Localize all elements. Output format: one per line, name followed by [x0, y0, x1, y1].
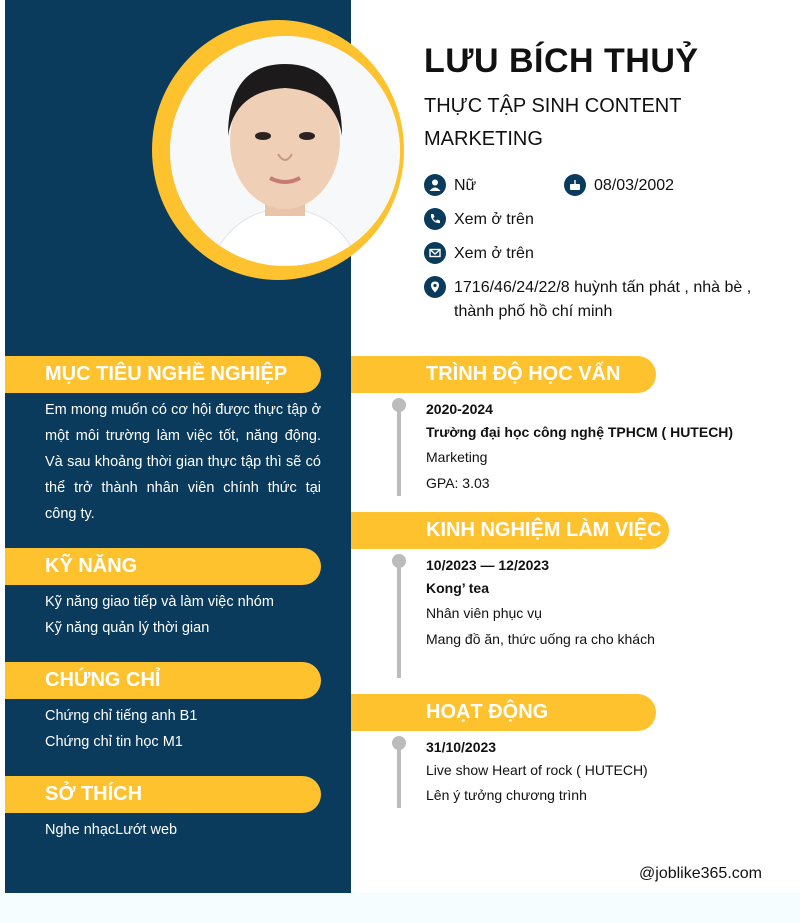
activities-timeline — [397, 742, 401, 808]
certificate-item: Chứng chỉ tiếng anh B1 — [45, 708, 198, 724]
person-icon — [424, 174, 446, 196]
hobbies-heading: SỞ THÍCH — [5, 776, 321, 813]
candidate-name: LƯU BÍCH THUỶ — [424, 42, 699, 80]
objective-heading: MỤC TIÊU NGHỀ NGHIỆP — [5, 356, 321, 393]
gender-row — [424, 174, 476, 198]
profile-photo — [170, 36, 400, 266]
activities-heading: HOẠT ĐỘNG — [351, 694, 656, 731]
education-timeline-dot — [392, 398, 406, 412]
activity-date: 31/10/2023 — [426, 739, 497, 755]
hobbies-text: Nghe nhạcLướt web — [45, 822, 178, 838]
gender-value: Nữ — [454, 177, 477, 194]
skill-item: Kỹ năng quản lý thời gian — [45, 620, 210, 636]
experience-timeline — [397, 560, 401, 678]
address-row — [424, 276, 764, 324]
education-gpa: GPA: 3.03 — [426, 475, 490, 491]
certificates-list — [45, 703, 321, 755]
phone-icon — [424, 208, 446, 230]
experience-company: Kong’ tea — [426, 580, 490, 596]
certificates-heading: CHỨNG CHỈ — [5, 662, 321, 699]
objective-text: Em mong muốn có cơ hội được thực tập ở một môi trường làm việc tốt, năng động. Và sau khoảng thời gian thực tập thì sẽ có thể trở thành nhân viên chính thức tại công ty. — [45, 402, 321, 522]
location-pin-icon — [424, 276, 446, 298]
experience-description: Mang đồ ăn, thức uống ra cho khách — [426, 631, 655, 647]
watermark: @joblike365.com — [639, 865, 762, 882]
birthday-row — [564, 174, 674, 198]
candidate-role: THỰC TẬP SINH CONTENT MARKETING — [424, 95, 682, 150]
address-line-1: 1716/46/24/22/8 huỳnh tấn phát , nhà bè , — [454, 279, 752, 296]
cake-icon — [564, 174, 586, 196]
address-line-2: thành phố hồ chí minh — [454, 303, 613, 320]
education-period: 2020-2024 — [426, 401, 493, 417]
experience-period: 10/2023 — 12/2023 — [426, 557, 549, 573]
activity-event: Live show Heart of rock ( HUTECH) — [426, 762, 648, 778]
activities-timeline-dot — [392, 736, 406, 750]
education-major: Marketing — [426, 449, 488, 465]
email-value: Xem ở trên — [454, 245, 534, 262]
mail-icon — [424, 242, 446, 264]
education-timeline — [397, 404, 401, 496]
education-heading: TRÌNH ĐỘ HỌC VẤN — [351, 356, 656, 393]
activity-description: Lên ý tưởng chương trình — [426, 787, 587, 803]
education-school: Trường đại học công nghệ TPHCM ( HUTECH) — [426, 424, 734, 440]
birthday-value: 08/03/2002 — [594, 177, 675, 194]
phone-value: Xem ở trên — [454, 211, 534, 228]
skills-list — [45, 589, 321, 641]
email-row — [424, 242, 534, 266]
experience-position: Nhân viên phục vụ — [426, 605, 542, 621]
skills-heading: KỸ NĂNG — [5, 548, 321, 585]
experience-heading: KINH NGHIỆM LÀM VIỆC — [351, 512, 669, 549]
phone-row — [424, 208, 534, 232]
certificate-item: Chứng chỉ tin học M1 — [45, 734, 183, 750]
experience-timeline-dot — [392, 554, 406, 568]
skill-item: Kỹ năng giao tiếp và làm việc nhóm — [45, 594, 274, 610]
